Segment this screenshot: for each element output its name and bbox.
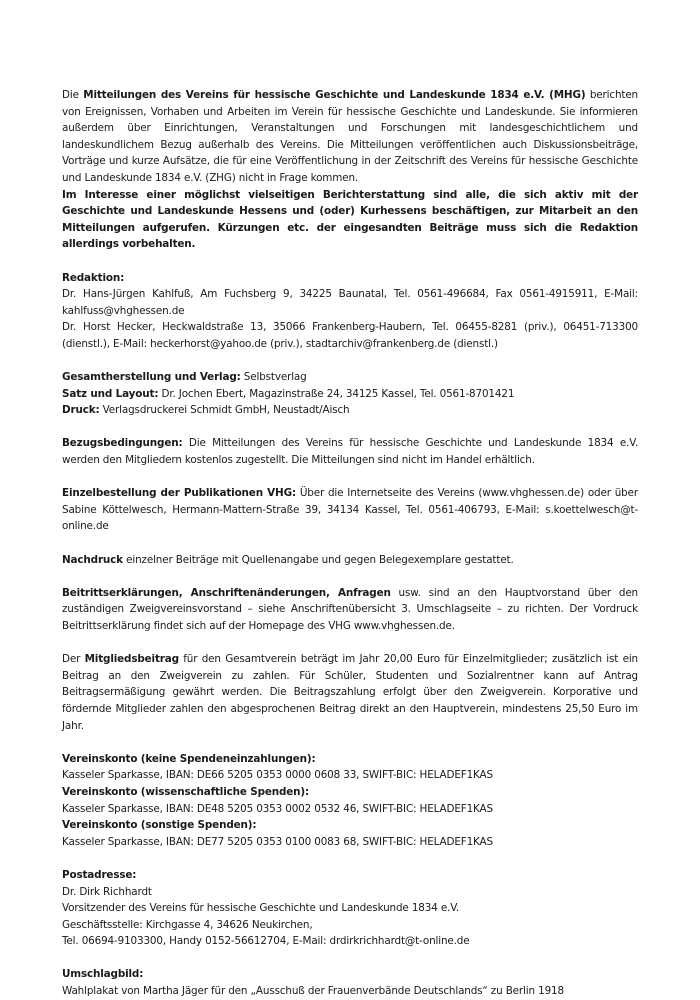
membership-declaration-paragraph [62, 585, 638, 635]
fee-pre: Der [62, 653, 85, 666]
account-label-text: Vereinskonto (keine Spendeneinzahlungen): [62, 752, 316, 765]
account-label-text: Vereinskonto (sonstige Spenden): [62, 819, 257, 832]
account-label [62, 784, 638, 801]
terms-label: Bezugsbedingungen: [62, 437, 183, 450]
call-for-contributions [62, 187, 638, 253]
address-line: Geschäftsstelle: Kirchgasse 4, 34626 Neukirchen, [62, 918, 313, 931]
reprint-text: einzelner Beiträge mit Quellenangabe und gegen Belegexemplare gestattet. [122, 553, 514, 566]
layout-value: Dr. Jochen Ebert, Magazinstraße 24, 34125 Kassel, Tel. 0561-8701421 [158, 387, 515, 400]
address-line: Vorsitzender des Vereins für hessische Geschichte und Landeskunde 1834 e.V. [62, 902, 459, 915]
address-line: Dr. Dirk Richhardt [62, 885, 152, 898]
account-label [62, 751, 638, 768]
orders-paragraph [62, 485, 638, 535]
fee-text: für den Gesamtverein beträgt im Jahr 20,00 Euro für Einzelmitglieder; zusätzlich ist ein Beitrag an den Zweigverein zu zahlen. Für Schüler, Studenten und Sozialrentner kann auf Antrag Beitragsermäßigung gewährt werden. Die Beitragszahlung erfolgt über den Zweigverein. Korporative und fördernde Mitglieder zahlen den abgesprochenen Beitrag direkt an den Hauptverein, mindestens 25,50 Euro im Jahr. [62, 653, 638, 732]
membership-declaration-text: usw. sind an den Hauptvorstand über den zuständigen Zweigvereinsvorstand – siehe Anschriftenübersicht 3. Umschlagseite – zu richten. Der Vordruck Beitrittserklärung findet sich auf der Homepage des VHG www.vhghessen.de. [62, 586, 638, 632]
reprint-label: Nachdruck [62, 553, 123, 566]
postal-address-label-text: Postadresse: [62, 868, 137, 881]
production-line [62, 369, 638, 386]
fee-paragraph [62, 651, 638, 734]
orders-label: Einzelbestellung der Publikationen VHG: [62, 487, 296, 500]
imprint-page [62, 87, 638, 1000]
editor-2: Dr. Horst Hecker, Heckwaldstraße 13, 35066 Frankenberg-Haubern, Tel. 06455-8281 (priv.), 06451-713300 (dienstl.), E-Mail: heckerhorst@yahoo.de (priv.), stadtarchiv@frankenberg.de (dienstl.) [62, 321, 638, 350]
cover-image-label-text: Umschlagbild: [62, 968, 144, 981]
orders-text: Über die Internetseite des Vereins (www.vhghessen.de) oder über Sabine Köttelwesch, Hermann-Mattern-Straße 39, 34134 Kassel, Tel. 0561-406793, E-Mail: s.koettelwesch@t-online.de [62, 487, 638, 533]
account-details: Kasseler Sparkasse, IBAN: DE48 5205 0353 0002 0532 46, SWIFT-BIC: HELADEF1KAS [62, 802, 493, 815]
production-value: Selbstverlag [240, 371, 307, 384]
account-label [62, 817, 638, 834]
cover-image-label [62, 966, 638, 983]
redaktion-heading [62, 270, 638, 287]
account-label-text: Vereinskonto (wissenschaftliche Spenden): [62, 785, 310, 798]
fee-label: Mitgliedsbeitrag [84, 653, 179, 666]
layout-line [62, 386, 638, 403]
address-line: Tel. 06694-9103300, Handy 0152-56612704, E-Mail: drdirkrichhardt@t-online.de [62, 935, 470, 948]
intro-paragraph [62, 87, 638, 187]
print-value: Verlagsdruckerei Schmidt GmbH, Neustadt/Aisch [99, 404, 350, 417]
print-label: Druck: [62, 404, 100, 417]
postal-address [62, 867, 638, 950]
membership-declaration-label: Beitrittserklärungen, Anschriftenänderungen, Anfragen [62, 586, 391, 599]
editor-1: Dr. Hans-Jürgen Kahlfuß, Am Fuchsberg 9, 34225 Baunatal, Tel. 0561-496684, Fax 0561-4915911, E-Mail: kahlfuss@vhghessen.de [62, 288, 638, 317]
production-label: Gesamtherstellung und Verlag: [62, 371, 241, 384]
cover-image-caption: Wahlplakat von Martha Jäger für den „Ausschuß der Frauenverbände Deutschlands“ zu Berlin 1918 [62, 985, 564, 998]
intro-text: Die [62, 89, 84, 101]
publication-title: Mitteilungen des Vereins für hessische Geschichte und Landeskunde 1834 e.V. (MHG) [83, 89, 586, 101]
account-details: Kasseler Sparkasse, IBAN: DE66 5205 0353 0000 0608 33, SWIFT-BIC: HELADEF1KAS [62, 769, 493, 782]
redaktion-label: Redaktion: [62, 271, 125, 284]
print-line [62, 402, 638, 419]
bank-accounts [62, 751, 638, 851]
reprint-paragraph [62, 552, 638, 569]
postal-address-label [62, 867, 638, 884]
layout-label: Satz und Layout: [62, 387, 159, 400]
terms-paragraph [62, 435, 638, 468]
intro-text-continued: berichten von Ereignissen, Vorhaben und Arbeiten im Verein für hessische Geschichte und Landeskunde. Sie informieren außerdem über Einrichtungen, Veranstaltungen und Forschungen mit landesgeschichtlichem und landeskundlichem Bezug außerhalb des Vereins. Die Mitteilungen veröffentlichen auch Diskussionsbeiträge, Vorträge und kurze Aufsätze, die für eine Veröffentlichung in der Zeitschrift des Vereins für hessische Geschichte und Landeskunde 1834 e.V. (ZHG) nicht in Frage kommen. [62, 89, 638, 184]
terms-text: Die Mitteilungen des Vereins für hessische Geschichte und Landeskunde 1834 e.V. werden den Mitgliedern kostenlos zugestellt. Die Mitteilungen sind nicht im Handel erhältlich. [62, 437, 638, 467]
call-for-contributions-text: Im Interesse einer möglichst vielseitigen Berichterstattung sind alle, die sich aktiv mit der Geschichte und Landeskunde Hessens und (oder) Kurhessens beschäftigen, zur Mitarbeit an den Mitteilungen aufgerufen. Kürzungen etc. der eingesandten Beiträge muss sich die Redaktion allerdings vorbehalten. [62, 188, 638, 251]
account-details: Kasseler Sparkasse, IBAN: DE77 5205 0353 0100 0083 68, SWIFT-BIC: HELADEF1KAS [62, 835, 493, 848]
